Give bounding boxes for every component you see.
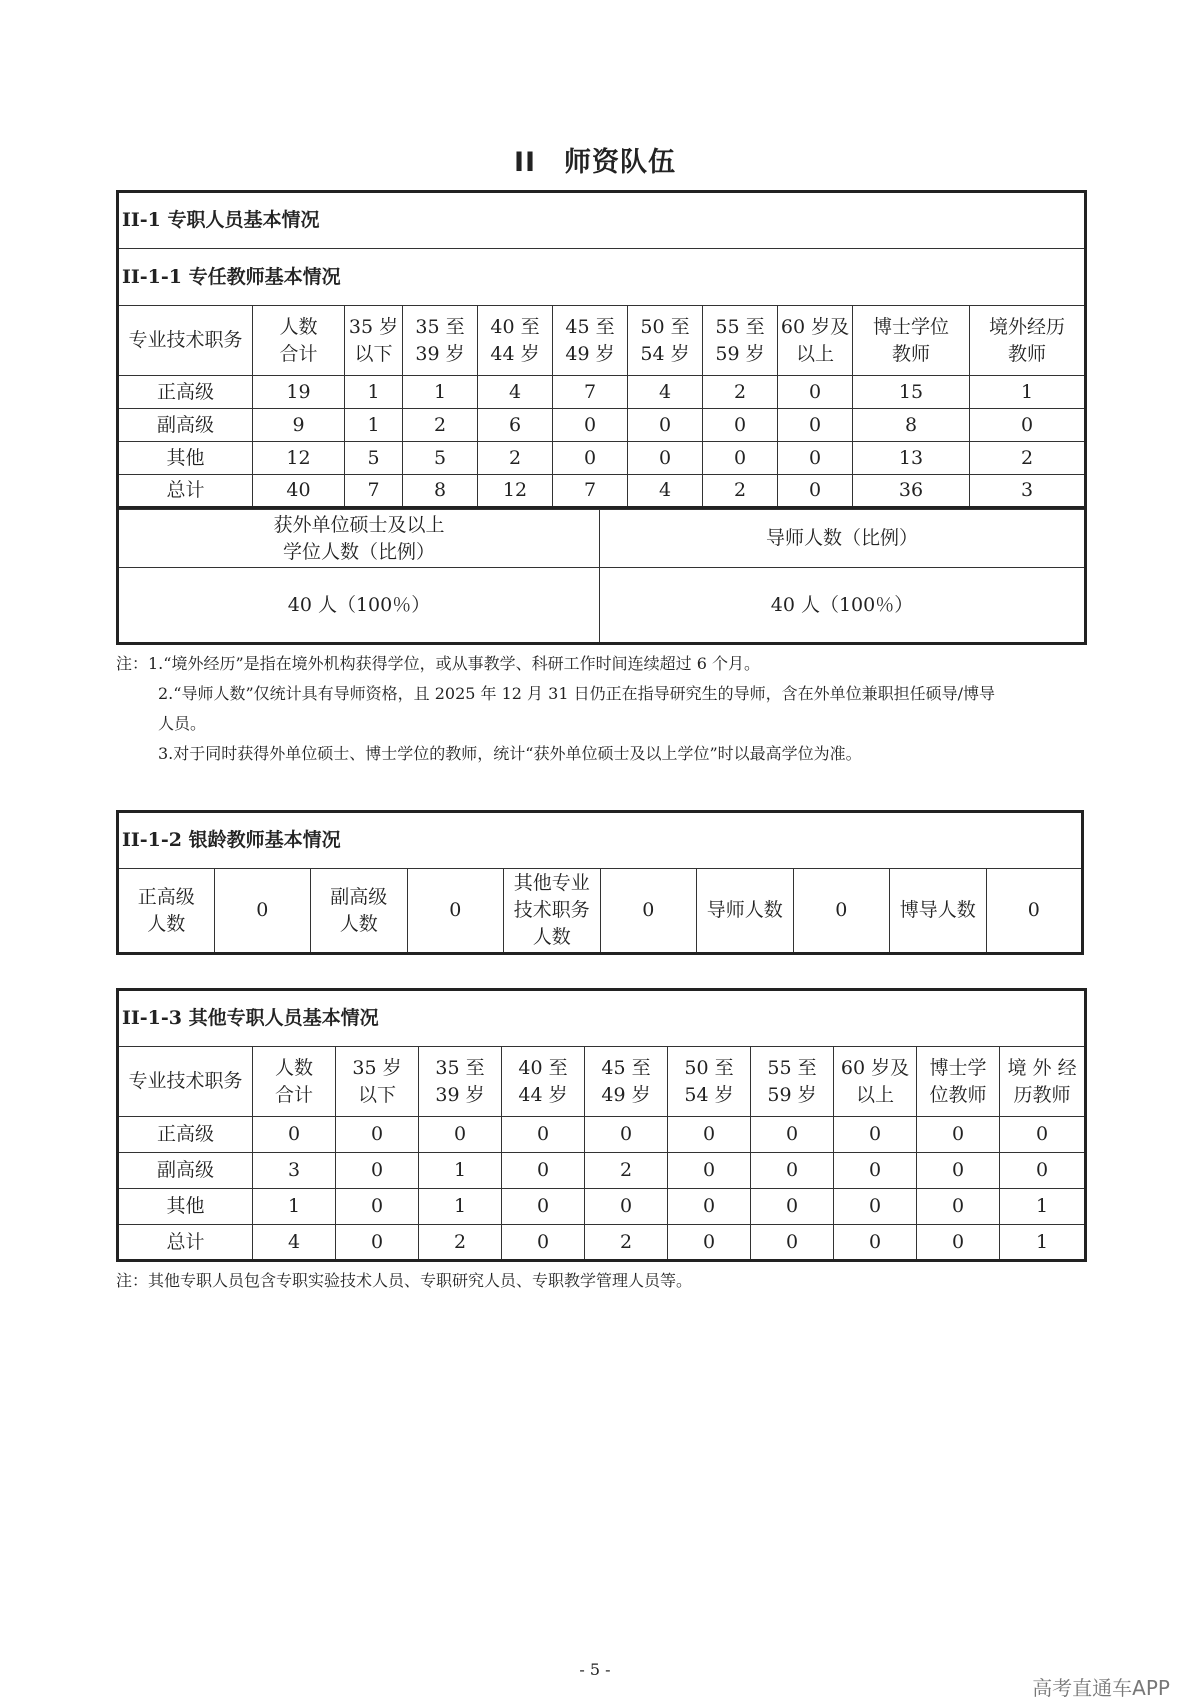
table-cell: [345, 376, 403, 409]
column-header: [502, 1047, 585, 1117]
field-label: [311, 869, 408, 954]
table-cell: [345, 442, 403, 475]
table-cell-text: 12: [502, 479, 528, 501]
note-line: 注：其他专职人员包含专职实验技术人员、专职研究人员、专职教学管理人员等。: [116, 1271, 693, 1290]
table-cell: [834, 1117, 917, 1153]
table-cell: [336, 1189, 419, 1225]
column-header: [668, 1047, 751, 1117]
field-label-text: 导师人数: [706, 899, 783, 921]
column-header-text: 45 至 49 岁: [565, 315, 615, 365]
table-cell-text: 0: [785, 1123, 799, 1145]
table-cell: [553, 376, 628, 409]
table-cell: [834, 1225, 917, 1261]
table-cell-text: 36: [898, 479, 924, 501]
table-cell-text: 0: [370, 1123, 384, 1145]
column-header: [478, 306, 553, 376]
table-cell: [917, 1117, 1000, 1153]
table-row: [118, 409, 1086, 442]
table-cell-text: 2: [433, 413, 447, 436]
table-cell: [253, 409, 345, 442]
table-cell-text: 0: [370, 1159, 384, 1181]
column-header-text: 55 至 59 岁: [715, 315, 765, 365]
table-cell-text: 0: [702, 1195, 716, 1217]
table-cell: [502, 1153, 585, 1189]
table-cell-text: 0: [658, 446, 672, 469]
table-cell: [970, 376, 1086, 409]
table-cell-text: 0: [951, 1123, 965, 1145]
table-cell-text: 7: [583, 479, 597, 501]
row-label: [118, 1153, 253, 1189]
table-cell-text: 0: [702, 1230, 716, 1253]
watermark-text: 高考直通车APP: [1032, 1676, 1170, 1700]
table-cell-text: 2: [733, 380, 747, 403]
section-full-time-staff: [116, 190, 1084, 769]
column-header: [917, 1047, 1000, 1117]
field-value: [986, 869, 1083, 954]
table-cell-text: 1: [1036, 1230, 1049, 1253]
column-header: [118, 1047, 253, 1117]
column-header: [751, 1047, 834, 1117]
table-cell-text: 0: [808, 380, 822, 403]
column-header: [419, 1047, 502, 1117]
field-value-text: 0: [256, 899, 269, 921]
field-value: [407, 869, 504, 954]
column-header: [1000, 1047, 1086, 1117]
column-header-text: 专业技术职务: [128, 1070, 243, 1092]
table-cell-text: 5: [367, 446, 380, 469]
table-cell: [478, 442, 553, 475]
table-cell-text: 1: [367, 380, 380, 403]
table-cell-text: 1: [433, 380, 447, 403]
section-senior-teachers: [116, 810, 1084, 955]
table-cell: [1000, 1153, 1086, 1189]
field-label: [890, 869, 987, 954]
table-cell: [668, 1117, 751, 1153]
note-line: 人员。: [158, 714, 207, 733]
table-cell-text: 0: [868, 1159, 882, 1181]
column-header-text: 50 至 54 岁: [684, 1056, 734, 1106]
table-cell: [751, 1225, 834, 1261]
table-cell: [419, 1225, 502, 1261]
table-cell-text: 0: [868, 1195, 882, 1217]
row-label-text: 总计: [166, 1230, 205, 1253]
table-cell: [336, 1117, 419, 1153]
table-cell: [751, 1117, 834, 1153]
table-cell: [253, 442, 345, 475]
column-header: [778, 306, 853, 376]
field-label-text: 博导人数: [899, 899, 976, 921]
table-cell: [1000, 1117, 1086, 1153]
table-cell-text: 0: [583, 446, 597, 469]
table-cell: [853, 442, 970, 475]
column-header-text: 35 至 39 岁: [435, 1056, 485, 1106]
table-cell-text: 2: [733, 479, 747, 501]
table-cell-text: 0: [733, 446, 747, 469]
page-title: II 师资队伍: [513, 147, 677, 178]
table-cell-text: 8: [904, 413, 918, 436]
column-header-text: 50 至 54 岁: [640, 315, 690, 365]
table-cell-text: 3: [287, 1159, 301, 1181]
summary-header-supervisor: [600, 510, 1086, 568]
table-cell: [853, 376, 970, 409]
table-cell: [502, 1189, 585, 1225]
table-cell: [502, 1117, 585, 1153]
column-header: [253, 1047, 336, 1117]
table-cell-text: 0: [1021, 413, 1034, 436]
field-label: [697, 869, 794, 954]
page-number: - 5 -: [579, 1660, 611, 1679]
table-cell: [703, 475, 778, 508]
senior-teacher-table: [116, 810, 1084, 955]
table-cell-text: 1: [1036, 1195, 1049, 1217]
table-cell-text: 15: [898, 380, 924, 403]
table-cell: [253, 1225, 336, 1261]
table-cell-text: 0: [536, 1230, 550, 1253]
column-header: [834, 1047, 917, 1117]
summary-header-supervisor-text: 导师人数（比例）: [765, 527, 918, 549]
table-cell: [1000, 1189, 1086, 1225]
table-cell: [917, 1189, 1000, 1225]
column-header: [336, 1047, 419, 1117]
column-header: [118, 306, 253, 376]
table-cell: [253, 1189, 336, 1225]
column-header: [585, 1047, 668, 1117]
table-cell: [778, 409, 853, 442]
column-header-text: 境 外 经 历教师: [1007, 1056, 1077, 1106]
table-cell-text: 0: [1036, 1159, 1049, 1181]
table-cell: [628, 442, 703, 475]
table-cell: [834, 1189, 917, 1225]
row-label-text: 其他: [166, 446, 205, 469]
table-cell: [853, 409, 970, 442]
table-cell-text: 0: [702, 1159, 716, 1181]
table-cell-text: 40: [286, 479, 311, 501]
summary-header-degree: [118, 510, 600, 568]
table-cell-text: 0: [785, 1230, 799, 1253]
table-cell: [253, 475, 345, 508]
table-cell-text: 0: [287, 1123, 301, 1145]
table-cell: [703, 409, 778, 442]
table-cell-text: 0: [951, 1195, 965, 1217]
table-cell: [403, 376, 478, 409]
column-header: [853, 306, 970, 376]
table-cell: [419, 1189, 502, 1225]
row-label: [118, 376, 253, 409]
column-header-text: 35 岁 以下: [352, 1056, 402, 1106]
table-cell: [703, 442, 778, 475]
table-cell-text: 0: [785, 1159, 799, 1181]
column-header-text: 人数 合计: [274, 1056, 313, 1106]
column-header: [345, 306, 403, 376]
column-header-text: 35 岁 以下: [348, 315, 399, 365]
column-header: [970, 306, 1086, 376]
table-row: [118, 442, 1086, 475]
row-label: [118, 1189, 253, 1225]
table-cell-text: 1: [1021, 380, 1034, 403]
table-cell: [778, 475, 853, 508]
column-header-text: 60 岁及 以上: [840, 1056, 910, 1106]
field-label-text: 副高级 人数: [330, 885, 388, 935]
table-cell-text: 1: [453, 1195, 467, 1217]
column-header-text: 55 至 59 岁: [767, 1056, 817, 1106]
table-cell: [403, 409, 478, 442]
row-label-text: 副高级: [156, 1159, 214, 1181]
table-cell-text: 0: [951, 1159, 965, 1181]
table-cell-text: 0: [733, 413, 747, 436]
table-cell: [778, 376, 853, 409]
table-cell: [751, 1153, 834, 1189]
section1-title: II-1 专职人员基本情况: [118, 192, 1086, 249]
table-cell-text: 0: [868, 1230, 882, 1253]
column-header-text: 35 至 39 岁: [415, 315, 465, 365]
column-header-text: 境外经历 教师: [989, 315, 1066, 365]
table-row: [118, 376, 1086, 409]
table-cell: [853, 475, 970, 508]
table-cell-text: 0: [370, 1230, 384, 1253]
row-label: [118, 442, 253, 475]
table-cell: [553, 409, 628, 442]
watermark: [1032, 1672, 1170, 1701]
table-cell: [970, 442, 1086, 475]
table-cell-text: 0: [370, 1195, 384, 1217]
table-cell: [917, 1225, 1000, 1261]
section-other-staff: [116, 988, 1084, 1296]
row-label-text: 正高级: [156, 1123, 214, 1145]
table-cell: [585, 1189, 668, 1225]
table-cell-text: 7: [367, 479, 380, 501]
row-label: [118, 1225, 253, 1261]
table-cell: [253, 1153, 336, 1189]
column-header: [403, 306, 478, 376]
field-label: [504, 869, 601, 954]
row-label: [118, 409, 253, 442]
table-cell-text: 8: [433, 479, 447, 501]
table-cell: [917, 1153, 1000, 1189]
table-cell-text: 0: [619, 1195, 633, 1217]
field-label-text: 其他专业 技术职务 人数: [513, 872, 590, 948]
field-value-text: 0: [449, 899, 462, 921]
table-cell-text: 5: [433, 446, 447, 469]
column-header-text: 45 至 49 岁: [601, 1056, 651, 1106]
table-cell: [253, 1117, 336, 1153]
field-value-text: 0: [835, 899, 848, 921]
column-header-text: 博士学位 教师: [872, 315, 949, 365]
table-cell-text: 0: [808, 446, 822, 469]
field-value: [214, 869, 311, 954]
table-cell: [751, 1189, 834, 1225]
table-cell-text: 1: [453, 1159, 467, 1181]
table-cell-text: 3: [1021, 479, 1034, 501]
row-label-text: 其他: [166, 1195, 205, 1217]
table-cell: [668, 1153, 751, 1189]
table-cell-text: 0: [808, 413, 822, 436]
column-header-text: 博士学 位教师: [929, 1056, 987, 1106]
column-header-text: 人数 合计: [279, 315, 318, 365]
column-header-text: 40 至 44 岁: [518, 1056, 568, 1106]
note-line: 2.“导师人数”仅统计具有导师资格，且 2025 年 12 月 31 日仍正在指导研究生的导师，含在外单位兼职担任硕导/博导: [158, 684, 995, 703]
table-cell-text: 0: [658, 413, 672, 436]
table-cell-text: 0: [583, 413, 597, 436]
section1-subtitle: II-1-1 专任教师基本情况: [118, 249, 1086, 306]
field-value: [600, 869, 697, 954]
row-label: [118, 1117, 253, 1153]
table-cell-text: 4: [508, 380, 522, 403]
column-header: [253, 306, 345, 376]
table-cell-text: 1: [367, 413, 380, 436]
table-cell-text: 0: [1036, 1123, 1049, 1145]
table-cell: [345, 475, 403, 508]
table-row: [118, 1189, 1086, 1225]
table-cell: [668, 1225, 751, 1261]
table-cell: [403, 442, 478, 475]
notes-section3: [116, 1266, 1084, 1296]
table-cell-text: 0: [951, 1230, 965, 1253]
table-cell: [1000, 1225, 1086, 1261]
teacher-table: [116, 190, 1087, 509]
table-cell: [478, 376, 553, 409]
field-value-text: 0: [642, 899, 655, 921]
table-cell: [970, 475, 1086, 508]
table-row: [118, 1225, 1086, 1261]
table-cell: [628, 376, 703, 409]
table-cell-text: 0: [453, 1123, 467, 1145]
summary-table: [116, 509, 1087, 645]
table-cell-text: 0: [702, 1123, 716, 1145]
table-cell-text: 0: [536, 1159, 550, 1181]
column-header: [703, 306, 778, 376]
table-cell-text: 13: [898, 446, 924, 469]
table-cell: [345, 409, 403, 442]
column-header-text: 专业技术职务: [128, 329, 243, 351]
summary-value-degree: 40 人（100％）: [118, 568, 600, 644]
table-cell-text: 2: [1021, 446, 1034, 469]
table-cell-text: 19: [286, 380, 311, 403]
field-label: [118, 869, 215, 954]
table-cell: [419, 1117, 502, 1153]
other-staff-table: [116, 988, 1087, 1262]
table-cell-text: 0: [536, 1195, 550, 1217]
notes-section1: [116, 649, 1084, 769]
field-value: [793, 869, 890, 954]
table-cell-text: 0: [619, 1123, 633, 1145]
table-cell: [703, 376, 778, 409]
note-line: 3.对于同时获得外单位硕士、博士学位的教师，统计“获外单位硕士及以上学位”时以最高学位为准。: [158, 744, 862, 763]
table-cell-text: 7: [583, 380, 597, 403]
row-label: [118, 475, 253, 508]
table-cell: [419, 1153, 502, 1189]
table-cell: [336, 1225, 419, 1261]
column-header: [628, 306, 703, 376]
table-cell: [585, 1225, 668, 1261]
table-cell-text: 2: [619, 1159, 633, 1181]
summary-value-supervisor: 40 人（100％）: [600, 568, 1086, 644]
table-row: [118, 475, 1086, 508]
table-cell: [970, 409, 1086, 442]
table-cell-text: 9: [292, 413, 305, 436]
table-cell-text: 2: [619, 1230, 633, 1253]
row-label-text: 副高级: [156, 413, 214, 436]
table-cell: [553, 442, 628, 475]
table-cell: [253, 376, 345, 409]
table-cell: [668, 1189, 751, 1225]
table-cell: [336, 1153, 419, 1189]
table-cell: [628, 475, 703, 508]
row-label-text: 总计: [166, 479, 205, 501]
table-cell: [585, 1117, 668, 1153]
table-cell-text: 1: [287, 1195, 301, 1217]
table-row: [118, 1153, 1086, 1189]
section3-title: II-1-3 其他专职人员基本情况: [118, 990, 1086, 1047]
table-cell-text: 4: [287, 1230, 301, 1253]
field-value-text: 0: [1027, 899, 1040, 921]
column-header-text: 60 岁及 以上: [780, 315, 850, 365]
table-cell-text: 0: [785, 1195, 799, 1217]
table-cell-text: 12: [286, 446, 311, 469]
table-cell: [502, 1225, 585, 1261]
table-cell-text: 2: [453, 1230, 467, 1253]
table-cell: [834, 1153, 917, 1189]
table-cell-text: 6: [508, 413, 522, 436]
summary-header-degree-text: 获外单位硕士及以上 学位人数（比例）: [273, 513, 445, 563]
table-cell: [628, 409, 703, 442]
table-cell-text: 0: [868, 1123, 882, 1145]
table-cell: [585, 1153, 668, 1189]
table-cell: [478, 475, 553, 508]
table-cell-text: 4: [658, 479, 672, 501]
table-cell: [478, 409, 553, 442]
table-row: [118, 1117, 1086, 1153]
table-cell: [778, 442, 853, 475]
row-label-text: 正高级: [156, 380, 214, 403]
table-cell-text: 4: [658, 380, 672, 403]
table-cell: [553, 475, 628, 508]
note-line: 注：1.“境外经历”是指在境外机构获得学位，或从事教学、科研工作时间连续超过 6 个月。: [116, 654, 760, 673]
table-cell-text: 0: [808, 479, 822, 501]
column-header: [553, 306, 628, 376]
column-header-text: 40 至 44 岁: [490, 315, 540, 365]
section2-title: II-1-2 银龄教师基本情况: [118, 812, 1083, 869]
table-cell: [403, 475, 478, 508]
table-cell-text: 2: [508, 446, 522, 469]
field-label-text: 正高级 人数: [137, 885, 195, 935]
table-cell-text: 0: [536, 1123, 550, 1145]
